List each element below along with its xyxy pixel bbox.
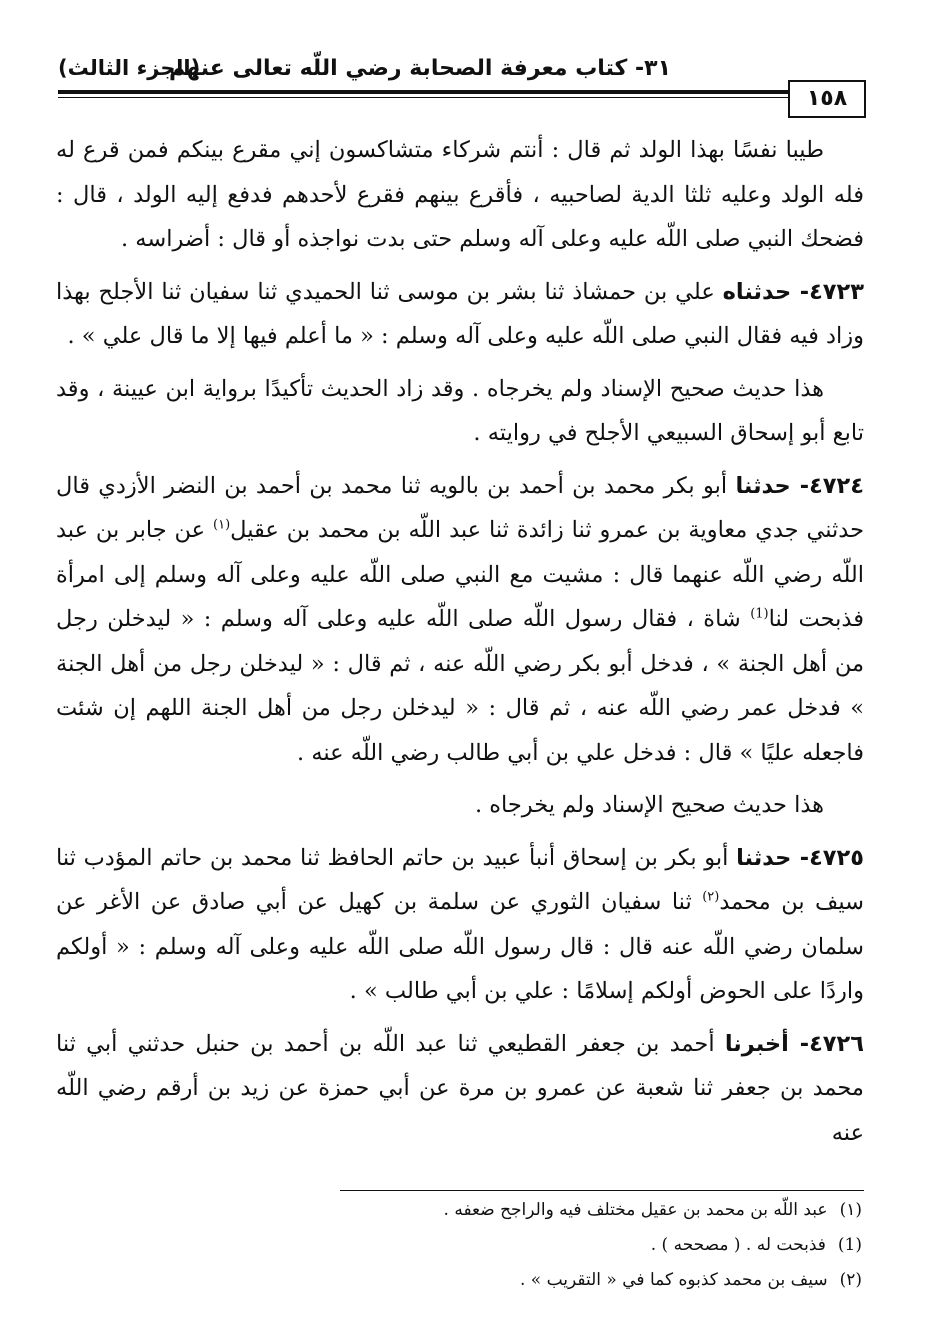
hadith-number: ٤٧٢٦ (809, 1030, 864, 1057)
footnote-ref[interactable]: (١) (213, 517, 231, 533)
footnote-mark: (1) (837, 1235, 862, 1255)
footnote-text: سيف بن محمد كذبوه كما في « التقريب » . (519, 1270, 828, 1290)
grading-note (56, 367, 864, 456)
chapter-title: ٣١- كتاب معرفة الصحابة رضي اللّه تعالى عنهم (169, 56, 671, 81)
paragraph-text: هذا حديث صحيح الإسناد ولم يخرجاه . (474, 792, 824, 818)
hadith-text: أبو بكر بن إسحاق أنبأ عبيد بن حاتم الحافظ ثنا محمد بن حاتم المؤدب ثنا سيف بن محمد (56, 844, 864, 915)
page-number: ١٥٨ (788, 80, 866, 118)
hadith-opening-word: حدثناه (722, 278, 792, 305)
hadith-number: ٤٧٢٤ (809, 472, 865, 499)
grading-note (56, 783, 864, 828)
footnote-2 (120, 1228, 862, 1263)
footnote-text: فذبحت له . ( مصححه ) . (650, 1235, 826, 1255)
hadith-text: أحمد بن جعفر القطيعي ثنا عبد اللّه بن أحمد بن حنبل حدثني أبي ثنا محمد بن جعفر ثنا شعبة عن عمرو بن مرة عن أبي حمزة عن زيد بن أرقم رضي اللّه عنه (56, 1030, 864, 1146)
footnote-ref[interactable]: (1) (750, 606, 769, 622)
paragraph-continuation (56, 128, 864, 262)
footnotes (120, 1193, 862, 1298)
footnote-mark: (١) (839, 1200, 862, 1220)
header-rule-thick (58, 90, 798, 94)
hadith-number: ٤٧٢٥ (809, 844, 864, 871)
paragraph-text: طيبا نفسًا بهذا الولد ثم قال : أنتم شركاء متشاكسون إني مقرع بينكم فمن قرع له فله الولد وعليه ثلثا الدية لصاحبيه ، فأقرع بينهم فقرع لأحدهم فدفع إليه الولد ، قال : فضحك النبي صلى اللّه عليه وعلى آله وسلم حتى بدت نواجذه أو قال : أضراسه . (56, 137, 864, 252)
header-rule-thin (58, 97, 798, 98)
hadith-text: أبو بكر محمد بن أحمد بن بالويه ثنا محمد بن أحمد بن النضر الأزدي قال حدثني جدي معاوية بن عمرو ثنا زائدة ثنا عبد اللّه بن محمد بن عقيل (56, 472, 864, 543)
main-text (56, 128, 864, 1163)
hadith-opening-word: حدثنا (735, 472, 791, 499)
hadith-4724: ٤٧٢٤- حدثنا أبو بكر محمد بن أحمد بن بالويه ثنا محمد بن أحمد بن النضر الأزدي قال حدثني جدي معاوية بن عمرو ثنا زائدة ثنا عبد اللّه بن محمد بن عقيل$^{(١)}$ عن جابر بن عبد اللّه رضي اللّه عنهما قال : مشيت مع النبي صلى اللّه عليه وعلى آله وسلم إلى امرأة فذبحت لنا$^{(1)}$ شاة ، فقال رسول اللّه صلى اللّه عليه وعلى آله وسلم : « ليدخلن رجل من أهل الجنة » ، فدخل أبو بكر رضي اللّه عنه ، ثم قال : « ليدخلن رجل من أهل الجنة » فدخل عمر رضي اللّه عنه ، ثم قال : « ليدخلن رجل من أهل الجنة اللهم إن شئت فاجعله عليًا » قال : فدخل علي بن أبي طالب رضي اللّه عنه . (56, 472, 865, 766)
hadith-opening-word: حدثنا (736, 844, 792, 871)
hadith-text: ثنا سفيان الثوري عن سلمة بن كهيل عن أبي صادق عن الأغر عن سلمان رضي اللّه عنه قال : قال رسول اللّه صلى اللّه عليه وعلى آله وسلم : « أولكم واردًا على الحوض أولكم إسلامًا : علي بن أبي طالب » . (56, 889, 864, 1004)
hadith-4726: ٤٧٢٦- أخبرنا أحمد بن جعفر القطيعي ثنا عبد اللّه بن أحمد بن حنبل حدثني أبي ثنا محمد بن جعفر ثنا شعبة عن عمرو بن مرة عن أبي حمزة عن زيد بن أرقم رضي اللّه عنه (56, 1030, 864, 1146)
footnote-text: عبد اللّه بن محمد بن عقيل مختلف فيه والراجح ضعفه . (443, 1200, 828, 1220)
footnote-ref[interactable]: (٢) (702, 889, 720, 905)
hadith-text: عن جابر بن عبد اللّه رضي اللّه عنهما قال : مشيت مع النبي صلى اللّه عليه وعلى آله وسلم إلى امرأة فذبحت لنا (56, 517, 864, 632)
hadith-4725: ٤٧٢٥- حدثنا أبو بكر بن إسحاق أنبأ عبيد بن حاتم الحافظ ثنا محمد بن حاتم المؤدب ثنا سيف بن محمد$^{(٢)}$ ثنا سفيان الثوري عن سلمة بن كهيل عن أبي صادق عن الأغر عن سلمان رضي اللّه عنه قال : قال رسول اللّه صلى اللّه عليه وعلى آله وسلم : « أولكم واردًا على الحوض أولكم إسلامًا : علي بن أبي طالب » . (56, 844, 864, 1004)
footnote-mark: (٢) (839, 1270, 862, 1290)
hadith-text: علي بن حمشاذ ثنا بشر بن موسى ثنا الحميدي ثنا سفيان ثنا الأجلح بهذا وزاد فيه فقال النبي صلى اللّه عليه وعلى آله وسلم : « ما أعلم فيها إلا ما قال علي » . (56, 278, 864, 349)
running-header (58, 52, 866, 111)
footnote-separator (340, 1190, 864, 1191)
hadith-number: ٤٧٢٣ (809, 278, 865, 305)
paragraph-text: هذا حديث صحيح الإسناد ولم يخرجاه . وقد زاد الحديث تأكيدًا برواية ابن عيينة ، وقد تابع أبو إسحاق السبيعي الأجلح في روايته . (56, 375, 864, 446)
volume-label: (الجزء الثالث) (58, 56, 201, 80)
hadith-text: شاة ، فقال رسول اللّه صلى اللّه عليه وعلى آله وسلم : « ليدخلن رجل من أهل الجنة » ، فدخل أبو بكر رضي اللّه عنه ، ثم قال : « ليدخلن رجل من أهل الجنة » فدخل عمر رضي اللّه عنه ، ثم قال : « ليدخلن رجل من أهل الجنة اللهم إن شئت فاجعله عليًا » قال : فدخل علي بن أبي طالب رضي اللّه عنه . (56, 606, 864, 766)
footnote-1 (120, 1193, 862, 1228)
hadith-4723: ٤٧٢٣- حدثناه علي بن حمشاذ ثنا بشر بن موسى ثنا الحميدي ثنا سفيان ثنا الأجلح بهذا وزاد فيه فقال النبي صلى اللّه عليه وعلى آله وسلم : « ما أعلم فيها إلا ما قال علي » . (56, 278, 865, 349)
footnote-3 (120, 1263, 862, 1298)
hadith-opening-word: أخبرنا (724, 1030, 789, 1057)
